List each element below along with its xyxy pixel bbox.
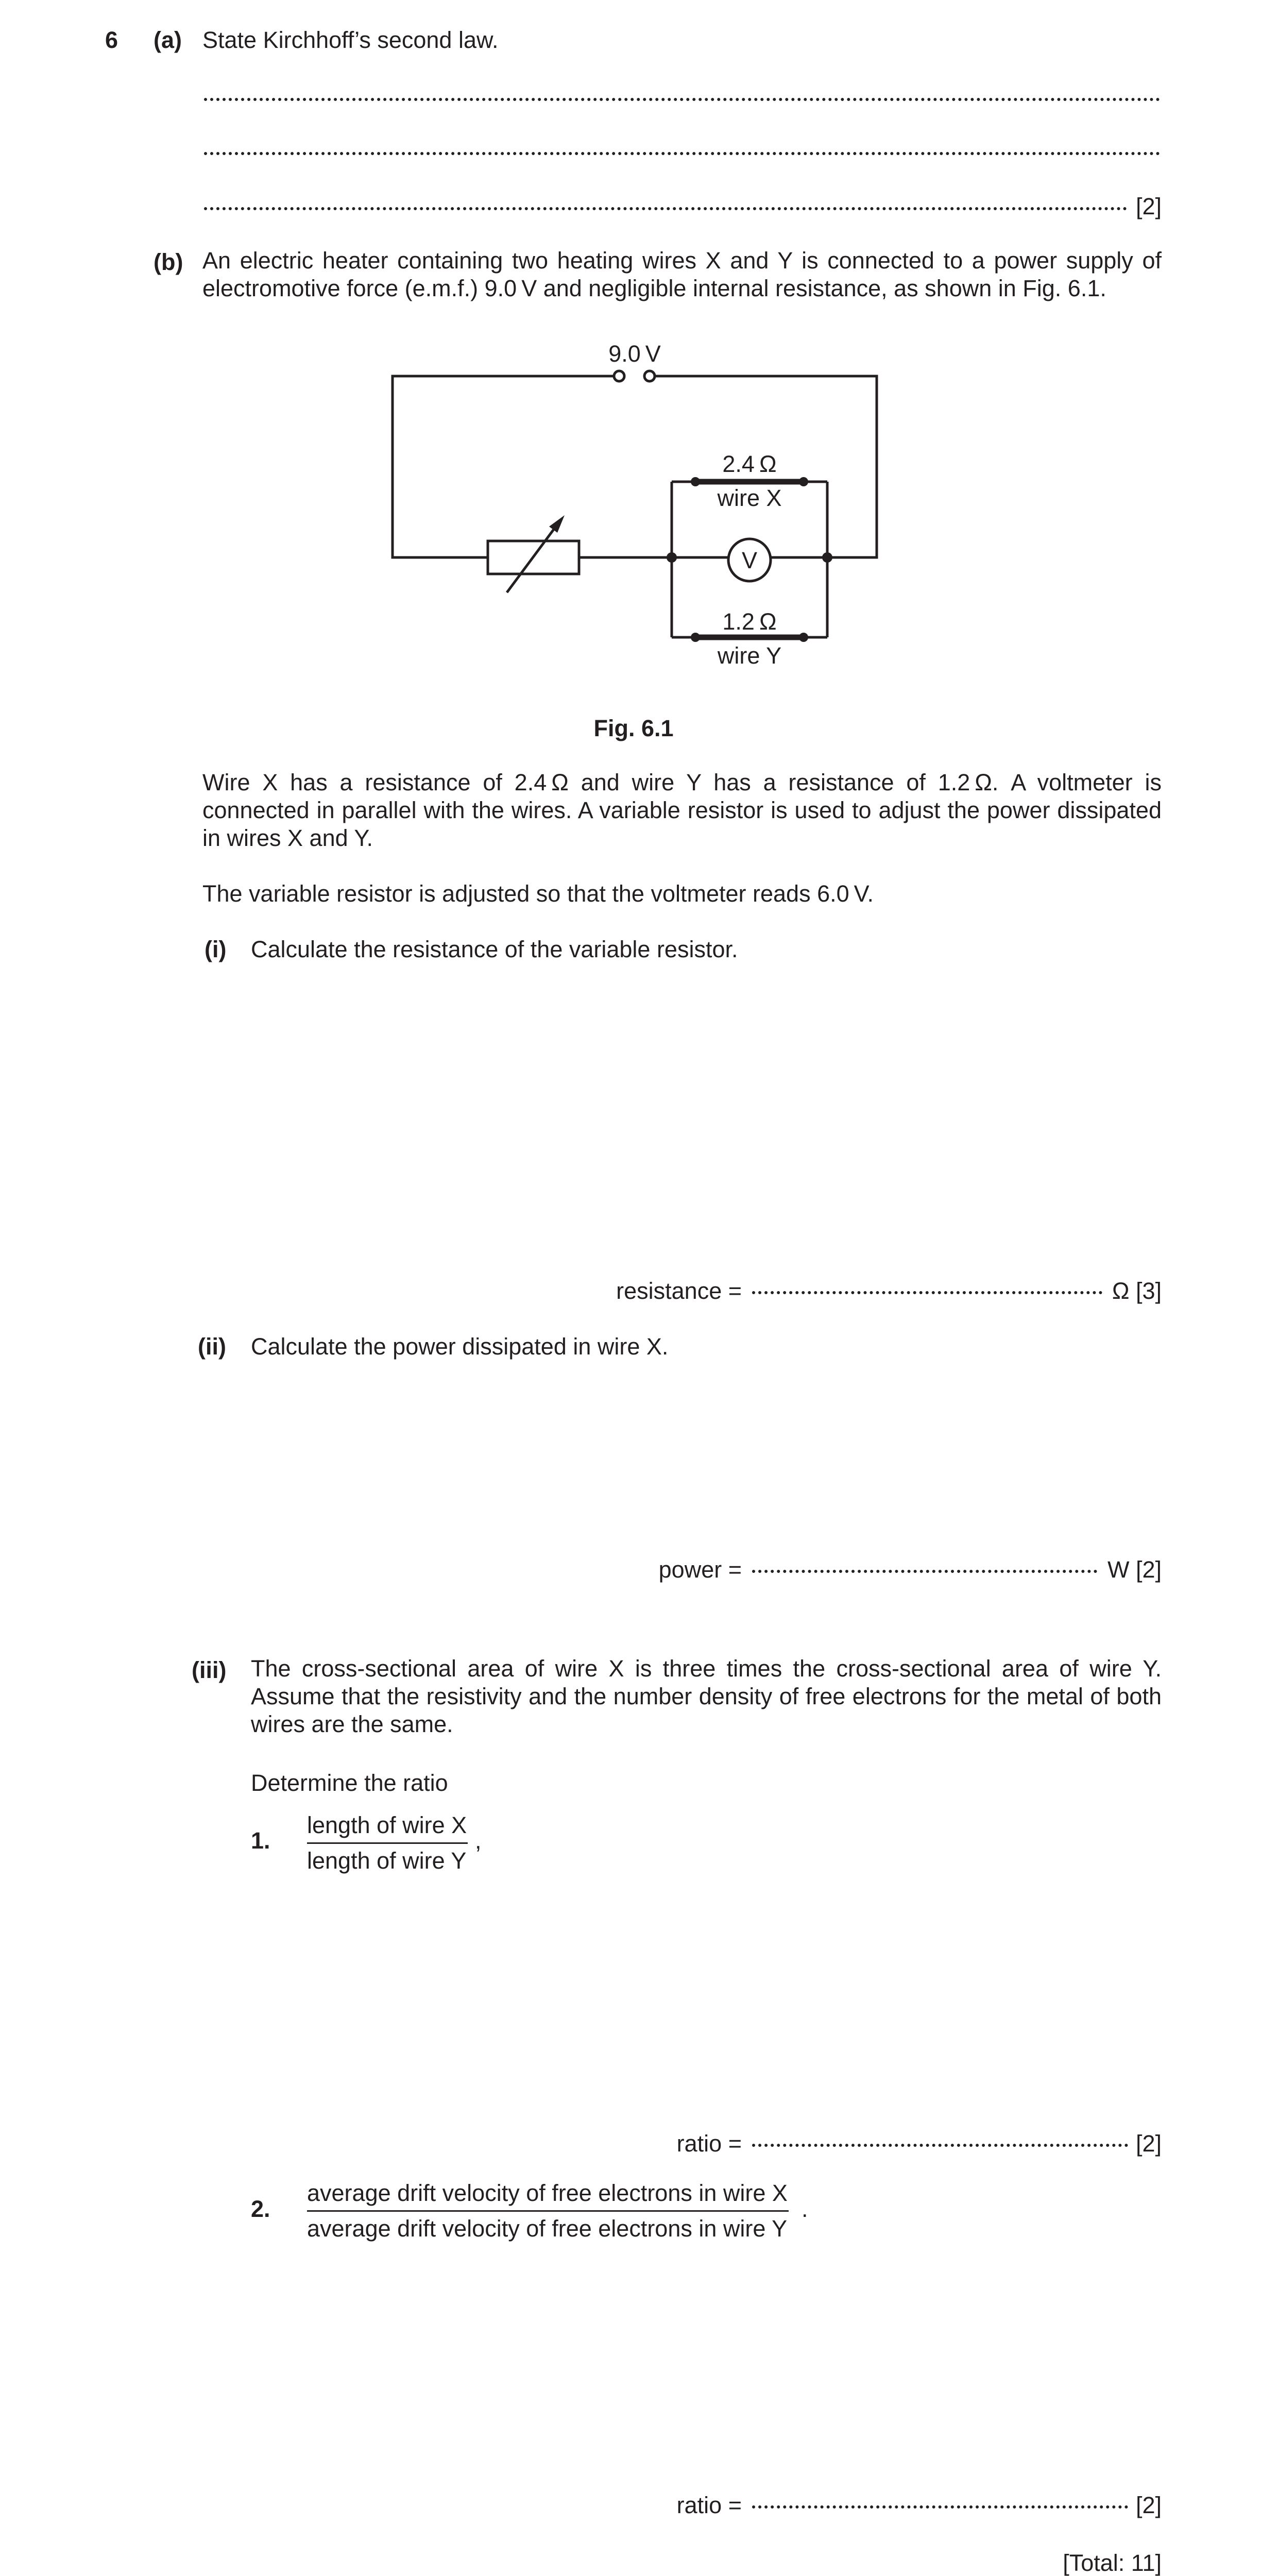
ratio-1-trail: ,: [475, 1827, 482, 1854]
ratio-2-fraction: [307, 2179, 789, 2243]
power-answer-field[interactable]: [752, 1570, 1097, 1573]
part-a-marks: [2]: [1135, 193, 1162, 219]
wire-x-resistance: 2.4 Ω: [722, 451, 777, 477]
junction-dot: [799, 633, 808, 642]
circuit-description: Wire X has a resistance of 2.4 Ω and wire Y has a resistance of 1.2 Ω. A voltmeter is connected in parallel with the wires. A variable resistor is used to adjust the power dissipated in wires X and Y.: [202, 769, 1162, 851]
ratio-1-marks: [2]: [1135, 2130, 1162, 2157]
ratio-1-answer-field[interactable]: [752, 2144, 1128, 2147]
circuit-diagram: [0, 0, 1278, 721]
junction-dot: [691, 633, 700, 642]
wire-y-resistance: 1.2 Ω: [722, 608, 777, 635]
junction-dot: [691, 477, 700, 486]
ratio-1-denominator: length of wire Y: [307, 1848, 467, 1874]
part-a-prompt: State Kirchhoff’s second law.: [202, 27, 499, 53]
variable-arrow-icon: [507, 524, 557, 592]
power-unit-marks: W [2]: [1107, 1556, 1162, 1583]
question-number: 6: [105, 27, 118, 53]
junction-dot: [667, 552, 677, 563]
resistance-answer-field[interactable]: [752, 1291, 1102, 1294]
sub-iii-prompt: The cross-sectional area of wire X is three times the cross-sectional area of wire Y. Assume that the resistivity and the number density of free electrons for the metal of both wires are the same.: [251, 1655, 1162, 1737]
ratio-1-fraction: [307, 1811, 468, 1875]
figure-caption: Fig. 6.1: [593, 715, 674, 741]
sub-i-label: (i): [205, 936, 227, 962]
ratio-1-answer-label: ratio =: [676, 2130, 742, 2157]
ratio-2-answer-label: ratio =: [676, 2492, 742, 2518]
adjustment-text: The variable resistor is adjusted so that the voltmeter reads 6.0 V.: [202, 880, 874, 907]
sub-iii-label: (iii): [192, 1657, 227, 1683]
ratio-2-answer-field[interactable]: [752, 2505, 1128, 2509]
determine-ratio-text: Determine the ratio: [251, 1770, 448, 1796]
junction-dot: [822, 552, 832, 563]
part-2-label: 2.: [251, 2196, 270, 2222]
part-a-label: (a): [154, 27, 182, 53]
ratio-2-marks: [2]: [1135, 2492, 1162, 2518]
wire-y-label: wire Y: [717, 642, 782, 669]
power-answer-label: power =: [658, 1556, 742, 1583]
total-marks: [Total: 11]: [1063, 2550, 1162, 2576]
supply-terminal-icon: [644, 371, 655, 381]
sub-ii-prompt: Calculate the power dissipated in wire X.: [251, 1333, 669, 1360]
part-b-label: (b): [154, 249, 183, 275]
resistance-unit-marks: Ω [3]: [1112, 1278, 1162, 1304]
junction-dot: [799, 477, 808, 486]
part-b-intro: An electric heater containing two heating wires X and Y is connected to a power supply of electromotive force (e.m.f.) 9.0 V and negligible internal resistance, as shown in Fig. 6.1.: [202, 247, 1162, 301]
ratio-2-denominator: average drift velocity of free electrons in wire Y: [307, 2215, 788, 2242]
voltmeter-symbol: V: [741, 547, 758, 573]
sub-i-prompt: Calculate the resistance of the variable resistor.: [251, 936, 738, 962]
wire-x-label: wire X: [717, 485, 782, 511]
part-1-label: 1.: [251, 1827, 270, 1854]
sub-ii-label: (ii): [198, 1333, 226, 1360]
ratio-2-trail: .: [802, 2196, 808, 2222]
emf-label: 9.0 V: [608, 341, 661, 367]
ratio-2-numerator: average drift velocity of free electrons in wire X: [307, 2179, 789, 2212]
ratio-1-numerator: length of wire X: [307, 1811, 468, 1844]
supply-terminal-icon: [614, 371, 624, 381]
resistance-answer-label: resistance =: [616, 1278, 742, 1304]
